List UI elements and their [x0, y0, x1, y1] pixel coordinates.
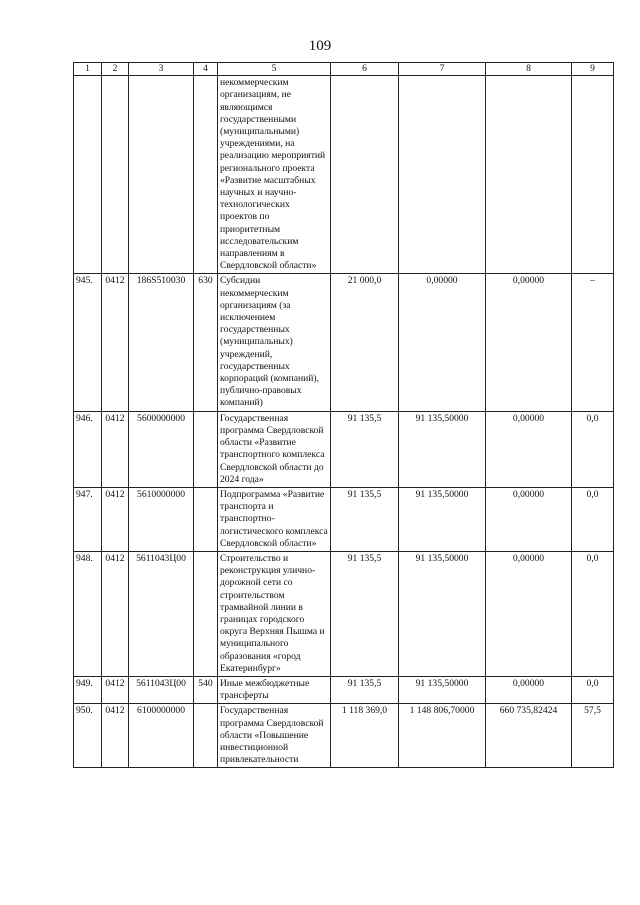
allocated-amount-cell	[399, 76, 486, 274]
percent-cell: 0,0	[572, 411, 614, 487]
planned-amount-cell: 1 118 369,0	[331, 704, 399, 768]
section-code-cell: 0412	[102, 274, 129, 411]
executed-amount-cell: 0,00000	[486, 676, 572, 703]
item-name-cell: Подпрограмма «Развитие транспорта и транспортно-логистического комплекса Свердловской области»	[218, 487, 331, 551]
planned-amount-cell: 91 135,5	[331, 551, 399, 676]
section-code-cell: 0412	[102, 676, 129, 703]
expense-type-cell	[194, 704, 218, 768]
executed-amount-cell	[486, 76, 572, 274]
expense-type-cell	[194, 76, 218, 274]
executed-amount-cell: 0,00000	[486, 487, 572, 551]
table-row	[74, 411, 614, 487]
target-code-cell: 5611043Ц00	[129, 676, 194, 703]
item-name-cell: Субсидии некоммерческим организациям (за исключением государственных (муниципальных) учреждений, государственных корпораций (компаний), публично-правовых компаний)	[218, 274, 331, 411]
column-header: 1	[74, 63, 102, 76]
column-header: 8	[486, 63, 572, 76]
column-header: 6	[331, 63, 399, 76]
section-code-cell: 0412	[102, 551, 129, 676]
item-name-cell: Государственная программа Свердловской области «Развитие транспортного комплекса Свердловской области до 2024 года»	[218, 411, 331, 487]
budget-table	[73, 62, 614, 768]
column-header: 7	[399, 63, 486, 76]
percent-cell: 57,5	[572, 704, 614, 768]
row-number-cell: 948.	[74, 551, 102, 676]
target-code-cell: 186S510030	[129, 274, 194, 411]
column-header: 3	[129, 63, 194, 76]
expense-type-cell	[194, 487, 218, 551]
item-name-cell: Строительство и реконструкция улично-дорожной сети со строительством трамвайной линии в границах городского округа Верхняя Пышма и муниципального образования «город Екатеринбург»	[218, 551, 331, 676]
allocated-amount-cell: 91 135,50000	[399, 411, 486, 487]
executed-amount-cell: 0,00000	[486, 551, 572, 676]
item-name-cell: Государственная программа Свердловской области «Повышение инвестиционной привлекательности	[218, 704, 331, 768]
section-code-cell: 0412	[102, 704, 129, 768]
expense-type-cell	[194, 411, 218, 487]
allocated-amount-cell: 91 135,50000	[399, 676, 486, 703]
item-name-cell: некоммерческим организациям, не являющимся государственными (муниципальными) учреждениями, на реализацию мероприятий регионального проекта «Развитие масштабных научных и научно-технологических проектов по приоритетным исследовательским направлениям в Свердловской области»	[218, 76, 331, 274]
expense-type-cell: 540	[194, 676, 218, 703]
allocated-amount-cell: 1 148 806,70000	[399, 704, 486, 768]
column-header: 4	[194, 63, 218, 76]
percent-cell	[572, 76, 614, 274]
table-row	[74, 704, 614, 768]
column-header: 2	[102, 63, 129, 76]
target-code-cell	[129, 76, 194, 274]
item-name-cell: Иные межбюджетные трансферты	[218, 676, 331, 703]
row-number-cell: 947.	[74, 487, 102, 551]
planned-amount-cell: 91 135,5	[331, 411, 399, 487]
allocated-amount-cell: 91 135,50000	[399, 487, 486, 551]
table-row	[74, 551, 614, 676]
table-row	[74, 274, 614, 411]
row-number-cell: 949.	[74, 676, 102, 703]
section-code-cell	[102, 76, 129, 274]
target-code-cell: 5610000000	[129, 487, 194, 551]
section-code-cell: 0412	[102, 411, 129, 487]
executed-amount-cell: 660 735,82424	[486, 704, 572, 768]
executed-amount-cell: 0,00000	[486, 274, 572, 411]
table-row	[74, 676, 614, 703]
table-row	[74, 76, 614, 274]
section-code-cell: 0412	[102, 487, 129, 551]
target-code-cell: 6100000000	[129, 704, 194, 768]
page-number: 109	[308, 38, 332, 54]
table-header-row	[74, 63, 614, 76]
target-code-cell: 5600000000	[129, 411, 194, 487]
percent-cell: 0,0	[572, 487, 614, 551]
table-row	[74, 487, 614, 551]
percent-cell: 0,0	[572, 551, 614, 676]
percent-cell: 0,0	[572, 676, 614, 703]
allocated-amount-cell: 0,00000	[399, 274, 486, 411]
planned-amount-cell: 91 135,5	[331, 676, 399, 703]
expense-type-cell: 630	[194, 274, 218, 411]
row-number-cell: 950.	[74, 704, 102, 768]
planned-amount-cell	[331, 76, 399, 274]
target-code-cell: 5611043Ц00	[129, 551, 194, 676]
expense-type-cell	[194, 551, 218, 676]
column-header: 9	[572, 63, 614, 76]
planned-amount-cell: 21 000,0	[331, 274, 399, 411]
allocated-amount-cell: 91 135,50000	[399, 551, 486, 676]
planned-amount-cell: 91 135,5	[331, 487, 399, 551]
executed-amount-cell: 0,00000	[486, 411, 572, 487]
row-number-cell	[74, 76, 102, 274]
row-number-cell: 946.	[74, 411, 102, 487]
row-number-cell: 945.	[74, 274, 102, 411]
column-header: 5	[218, 63, 331, 76]
percent-cell: –	[572, 274, 614, 411]
